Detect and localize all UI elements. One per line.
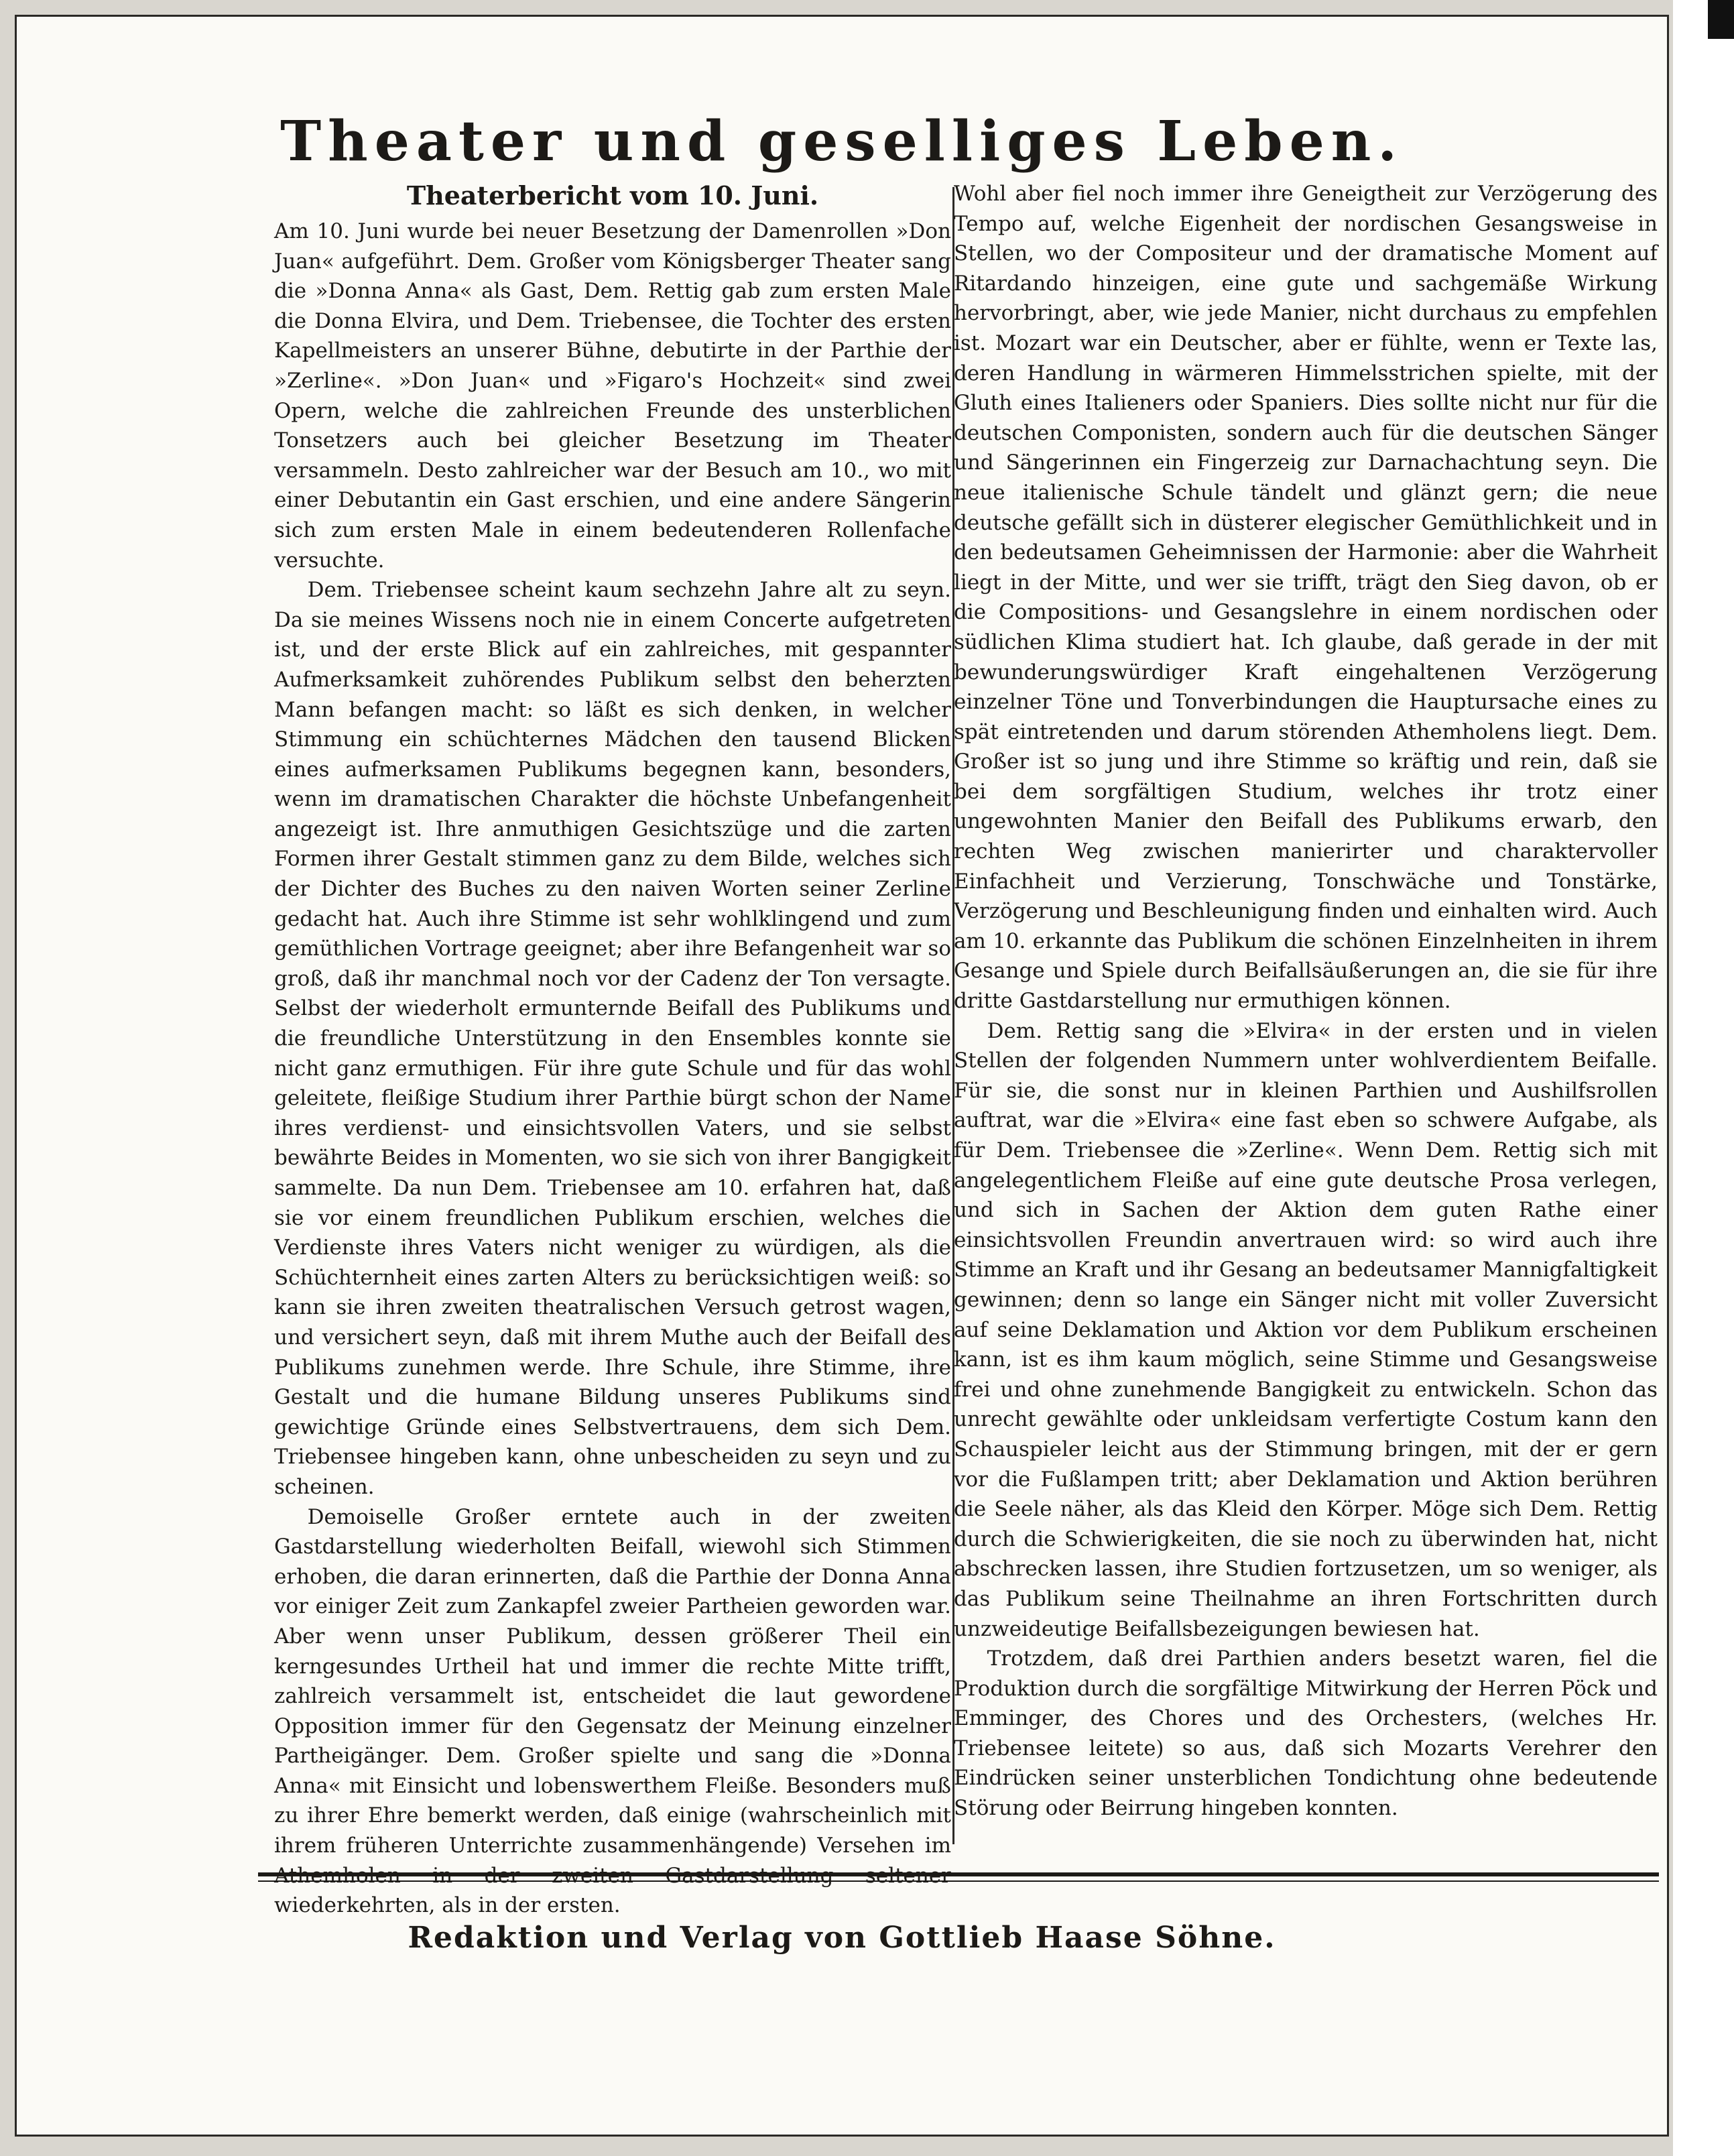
publisher-imprint: Redaktion und Verlag von Gottlieb Haase Söhne. xyxy=(408,1921,1276,1955)
article-column-right xyxy=(954,179,1658,1823)
article-paragraph: Am 10. Juni wurde bei neuer Besetzung der Damenrollen »Don Juan« aufgeführt. Dem. Großer vom Königsberger Theater sang die »Donna Anna« als Gast, Dem. Rettig gab zum ersten Male die Donna Elvira, und Dem. Triebensee, die Tochter des ersten Kapellmeisters an unserer Bühne, debutirte in der Parthie der »Zerline«. »Don Juan« und »Figaro's Hochzeit« sind zwei Opern, welche die zahlreichen Freunde des unsterblichen Tonsetzers auch bei gleicher Besetzung im Theater versammeln. Desto zahlreicher war der Besuch am 10., wo mit einer Debutantin ein Gast erschien, und eine andere Sängerin sich zum ersten Male in einem bedeutenderen Rollenfache versuchte. xyxy=(274,219,951,573)
article-paragraph: Demoiselle Großer erntete auch in der zweiten Gastdarstellung wiederholten Beifall, wiewohl sich Stimmen erhoben, die daran erinnerten, daß die Parthie der Donna Anna vor einiger Zeit zum Zankapfel zweier Partheien geworden war. Aber wenn unser Publikum, dessen größerer Theil ein kerngesundes Urtheil hat und immer die rechte Mitte trifft, zahlreich versammelt ist, entscheidet die laut gewordene Opposition immer für den Gegensatz der Meinung einzelner Partheigänger. Dem. Großer spielte und sang die »Donna Anna« mit Einsicht und lobenswerthem Fleiße. Besonders muß zu ihrer Ehre bemerkt werden, daß einige (wahrscheinlich mit ihrem früheren Unterrichte zusammenhängende) Versehen im Athemholen in der zweiten Gastdarstellung seltener wiederkehrten, als in der ersten. xyxy=(274,1504,951,1918)
article-paragraph: Dem. Rettig sang die »Elvira« in der ersten und in vielen Stellen der folgenden Nummern unter wohlverdientem Beifalle. Für sie, die sonst nur in kleinen Parthien und Aushilfsrollen auftrat, war die »Elvira« eine fast eben so schwere Aufgabe, als für Dem. Triebensee die »Zerline«. Wenn Dem. Rettig sich mit angelegentlichem Fleiße auf eine gute deutsche Prosa verlegen, und sich in Sachen der Aktion dem guten Rathe einer einsichtsvollen Freundin anvertrauen wird: so wird auch ihre Stimme an Kraft und ihr Gesang an bedeutsamer Mannigfaltigkeit gewinnen; denn so lange ein Sänger nicht mit voller Zuversicht auf seine Deklamation und Aktion vor dem Publikum erscheinen kann, ist es ihm kaum möglich, seine Stimme und Gesangsweise frei und ohne zunehmende Bangigkeit zu entwickeln. Schon das unrecht gewählte oder unkleidsam verfertigte Costum kann den Schauspieler leicht aus der Stimmung bringen, mit der er gern vor die Fußlampen tritt; aber Deklamation und Aktion berühren die Seele näher, als das Kleid den Körper. Möge sich Dem. Rettig durch die Schwierigkeiten, die sie noch zu überwinden hat, nicht abschrecken lassen, ihre Studien fortzusetzen, um so weniger, als das Publikum seine Theilnahme an ihren Fortschritten durch unzweideutige Beifallsbezeigungen bewiesen hat. xyxy=(954,1018,1658,1641)
scan-margin xyxy=(1673,0,1734,2156)
footer-rule-thin xyxy=(258,1880,1659,1882)
footer-rule-thick xyxy=(258,1872,1659,1876)
article-column-left xyxy=(274,179,951,1921)
page-title: Theater und geselliges Leben. xyxy=(280,109,1404,174)
article-paragraph: Dem. Triebensee scheint kaum sechzehn Jahre alt zu seyn. Da sie meines Wissens noch nie in einem Concerte aufgetreten ist, und der erste Blick auf ein zahlreiches, mit gespannter Aufmerksamkeit zuhörendes Publikum selbst den beherzten Mann befangen macht: so läßt es sich denken, in welcher Stimmung ein schüchternes Mädchen den tausend Blicken eines aufmerksamen Publikums begegnen kann, besonders, wenn im dramatischen Charakter die höchste Unbefangenheit angezeigt ist. Ihre anmuthigen Gesichtszüge und die zarten Formen ihrer Gestalt stimmen ganz zu dem Bilde, welches sich der Dichter des Buches zu den naiven Worten seiner Zerline gedacht hat. Auch ihre Stimme ist sehr wohlklingend und zum gemüthlichen Vortrage geeignet; aber ihre Befangenheit war so groß, daß ihr manchmal noch vor der Cadenz der Ton versagte. Selbst der wiederholt ermunternde Beifall des Publikums und die freundliche Unterstützung in den Ensembles konnte sie nicht ganz ermuthigen. Für ihre gute Schule und für das wohl geleitete, fleißige Studium ihrer Parthie bürgt schon der Name ihres verdienst- und einsichtsvollen Vaters, und sie selbst bewährte Beides in Momenten, wo sie sich von ihrer Bangigkeit sammelte. Da nun Dem. Triebensee am 10. erfahren hat, daß sie vor einem freundlichen Publikum erschien, welches die Verdienste ihres Vaters nicht weniger zu würdigen, als die Schüchternheit eines zarten Alters zu berücksichtigen weiß: so kann sie ihren zweiten theatralischen Versuch getrost wagen, und versichert seyn, daß mit ihrem Muthe auch der Beifall des Publikums zunehmen werde. Ihre Schule, ihre Stimme, ihre Gestalt und die humane Bildung unseres Publikums sind gewichtige Gründe eines Selbstvertrauens, dem sich Dem. Triebensee hingeben kann, ohne unbescheiden zu seyn und zu scheinen. xyxy=(274,578,951,1499)
article-paragraph: Trotzdem, daß drei Parthien anders besetzt waren, fiel die Produktion durch die sorgfältige Mitwirkung der Herren Pöck und Emminger, des Chores und des Orchesters, (welches Hr. Triebensee leitete) so aus, daß sich Mozarts Verehrer den Eindrücken seiner unsterblichen Tondichtung ohne bedeutende Störung oder Beirrung hingeben konnten. xyxy=(954,1646,1658,1821)
article-heading: Theaterbericht vom 10. Juni. xyxy=(406,180,819,211)
article-paragraph: Wohl aber fiel noch immer ihre Geneigtheit zur Verzögerung des Tempo auf, welche Eigenheit der nordischen Gesangsweise in Stellen, wo der Compositeur und der dramatische Moment auf Ritardando hinzeigen, eine gute und sachgemäße Wirkung hervorbringt, aber, wie jede Manier, nicht durchaus zu empfehlen ist. Mozart war ein Deutscher, aber er fühlte, wenn er Texte las, deren Handlung in wärmeren Himmelsstrichen spielte, mit der Gluth eines Italieners oder Spaniers. Dies sollte nicht nur für die deutschen Componisten, sondern auch für die deutschen Sänger und Sängerinnen ein Fingerzeig zur Darnachachtung seyn. Die neue italienische Schule tändelt und glänzt gern; die neue deutsche gefällt sich in düsterer elegischer Gemüthlichkeit und in den bedeutsamen Geheimnissen der Harmonie: aber die Wahrheit liegt in der Mitte, und wer sie trifft, trägt den Sieg davon, ob er die Compositions- und Gesangslehre in einem nordischen oder südlichen Klima studiert hat. Ich glaube, daß gerade in der mit bewunderungswürdiger Kraft eingehaltenen Verzögerung einzelner Töne und Tonverbindungen die Hauptursache eines zu spät eintretenden und darum störenden Athemholens liegt. Dem. Großer ist so jung und ihre Stimme so kräftig und rein, daß sie bei dem sorgfältigen Studium, welches ihr trotz einer ungewohnten Manier den Beifall des Publikums erwarb, den rechten Weg zwischen manierirter und charaktervoller Einfachheit und Verzierung, Tonschwäche und Tonstärke, Verzögerung und Beschleunigung finden und einhalten wird. Auch am 10. erkannte das Publikum die schönen Einzelnheiten in ihrem Gesange und Spiele durch Beifallsäußerungen an, die sie für ihre dritte Gastdarstellung nur ermuthigen können. xyxy=(954,182,1658,1014)
scan-corner-mark xyxy=(1708,0,1734,39)
newspaper-page xyxy=(15,15,1669,2137)
